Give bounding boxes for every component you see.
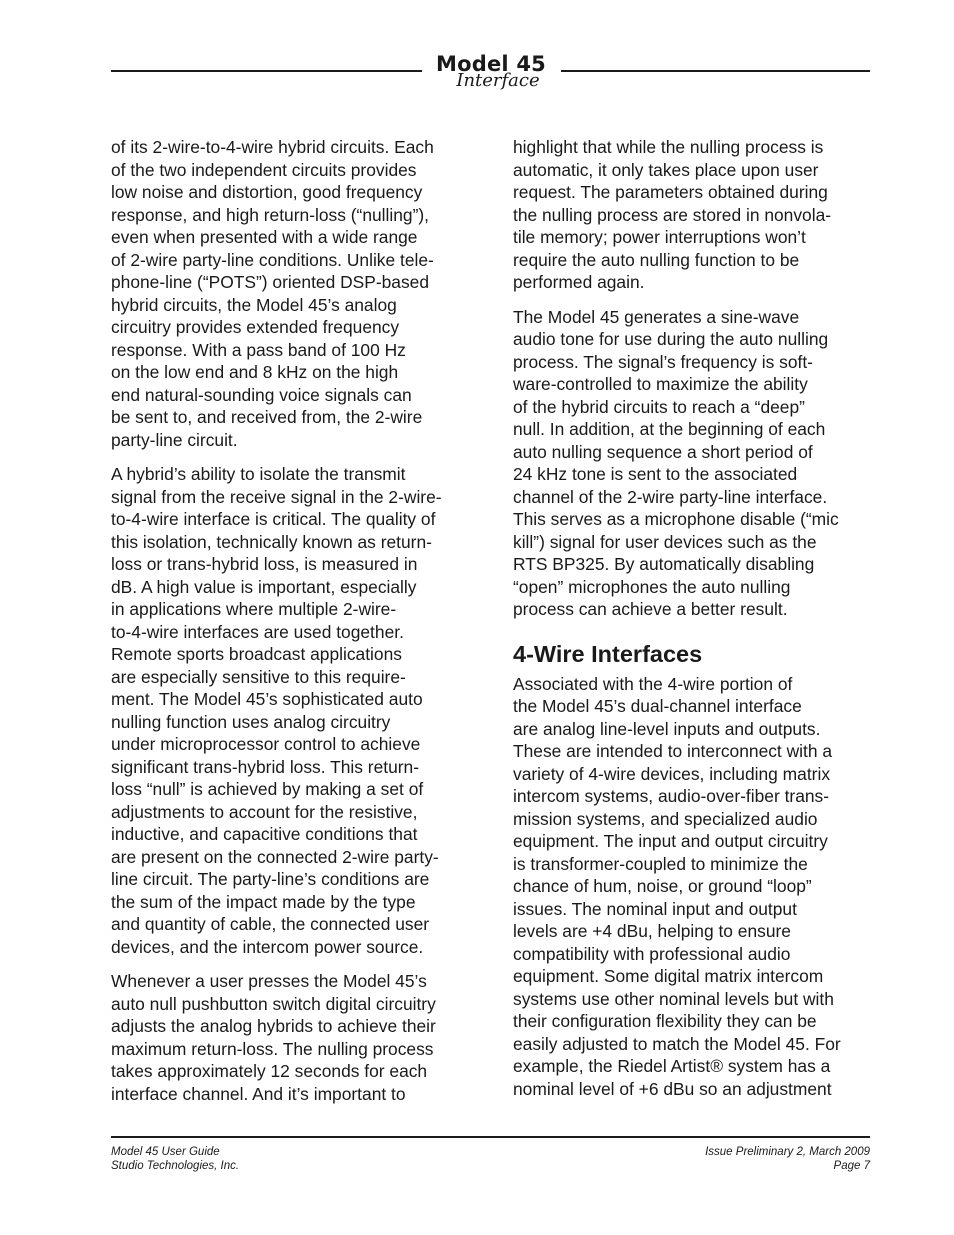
text-line: process can achieve a better result. [513,599,788,619]
right-paragraphs-after-heading [513,673,875,1101]
text-line: of 2-wire party-line conditions. Unlike tele- [111,249,434,270]
paragraph [111,463,473,958]
text-line: nulling function uses analog circuitry [111,711,391,732]
text-line: This serves as a microphone disable (“mic [513,509,839,529]
paragraph [513,136,875,294]
text-line: automatic, it only takes place upon user [513,159,819,180]
product-logo [426,52,556,89]
page-header [0,0,954,110]
text-line: adjustments to account for the resistive, [111,801,418,822]
header-rule-left [111,70,422,72]
text-line: takes approximately 12 seconds for each [111,1061,428,1081]
text-line: dB. A high value is important, especially [111,576,417,597]
left-column [111,136,473,1117]
paragraph [111,136,473,451]
text-line: mission systems, and specialized audio [513,808,818,829]
text-line: this isolation, technically known as return- [111,531,432,552]
text-line: auto nulling sequence a short period of [513,441,813,462]
text-line: in applications where multiple 2-wire- [111,599,397,619]
text-line: under microprocessor control to achieve [111,734,421,754]
text-line: example, the Riedel Artist® system has a [513,1056,831,1076]
text-line: highlight that while the nulling process is [513,137,824,157]
text-line: chance of hum, noise, or ground “loop” [513,876,812,896]
text-line: to-4-wire interface is critical. The quality of [111,509,436,529]
text-line: phone-line (“POTS”) oriented DSP-based [111,272,430,292]
text-line: equipment. The input and output circuitry [513,831,828,851]
text-line: hybrid circuits, the Model 45’s analog [111,294,397,315]
text-line: easily adjusted to match the Model 45. For [513,1033,841,1054]
footer-page-number: Page 7 [833,1160,870,1172]
text-line: loss or trans-hybrid loss, is measured in [111,554,418,574]
text-line: low noise and distortion, good frequency [111,182,423,202]
text-line: line circuit. The party-line’s conditions are [111,869,430,889]
text-line: systems use other nominal levels but with [513,988,834,1009]
text-line: Remote sports broadcast applications [111,644,402,664]
text-line: auto null pushbutton switch digital circuitry [111,993,436,1014]
text-line: require the auto nulling function to be [513,249,800,270]
text-line: of the two independent circuits provides [111,159,417,180]
text-line: kill”) signal for user devices such as the [513,531,817,552]
text-line: issues. The nominal input and output [513,898,797,919]
text-line: performed again. [513,272,645,292]
text-line: on the low end and 8 kHz on the high [111,362,399,382]
paragraph [513,306,875,621]
text-line: Whenever a user presses the Model 45’s [111,971,427,991]
text-line: equipment. Some digital matrix intercom [513,966,824,986]
text-line: their configuration flexibility they can be [513,1011,817,1031]
text-line: tile memory; power interruptions won’t [513,227,806,247]
text-line: ment. The Model 45’s sophisticated auto [111,689,423,709]
text-line: intercom systems, audio-over-fiber trans- [513,786,830,806]
text-line: interface channel. And it’s important to [111,1083,406,1104]
text-line: nominal level of +6 dBu so an adjustment [513,1078,832,1099]
text-line: “open” microphones the auto nulling [513,576,791,597]
footer-left [111,1145,411,1173]
text-line: party-line circuit. [111,429,238,450]
right-column [513,136,875,1112]
text-line: The Model 45 generates a sine-wave [513,306,800,327]
text-line: and quantity of cable, the connected user [111,914,430,934]
footer-rule [111,1136,870,1138]
text-line: signal from the receive signal in the 2-wire- [111,486,442,507]
text-line: end natural-sounding voice signals can [111,384,412,405]
text-line: ware-controlled to maximize the ability [513,374,808,394]
text-line: circuitry provides extended frequency [111,317,400,337]
text-line: the nulling process are stored in nonvola- [513,204,832,225]
text-line: devices, and the intercom power source. [111,936,424,957]
text-line: process. The signal’s frequency is soft- [513,351,813,372]
text-line: the Model 45’s dual-channel interface [513,696,802,716]
text-line: significant trans-hybrid loss. This return- [111,756,419,777]
text-line: are present on the connected 2-wire party- [111,846,439,867]
text-line: request. The parameters obtained during [513,182,828,202]
section-heading: 4-Wire Interfaces [513,640,703,667]
text-line: loss “null” is achieved by making a set of [111,779,424,799]
text-line: variety of 4-wire devices, including matrix [513,763,831,784]
text-line: is transformer-coupled to minimize the [513,853,808,874]
text-line: inductive, and capacitive conditions that [111,824,418,844]
product-subtitle: Interface [456,70,540,91]
text-line: of its 2-wire-to-4-wire hybrid circuits. Each [111,137,434,157]
text-line: Associated with the 4-wire portion of [513,673,793,694]
text-line: adjusts the analog hybrids to achieve their [111,1016,436,1036]
footer-right [570,1145,870,1173]
text-line: response. With a pass band of 100 Hz [111,339,406,360]
footer-company: Studio Technologies, Inc. [111,1160,240,1172]
text-line: of the hybrid circuits to reach a “deep” [513,396,805,417]
paragraph [111,970,473,1105]
text-line: the sum of the impact made by the type [111,891,416,912]
footer-issue: Issue Preliminary 2, March 2009 [705,1146,870,1158]
text-line: channel of the 2-wire party-line interface. [513,486,828,507]
right-paragraphs-before-heading [513,136,875,621]
text-line: maximum return-loss. The nulling process [111,1038,434,1059]
text-line: 24 kHz tone is sent to the associated [513,464,798,484]
text-line: These are intended to interconnect with a [513,741,833,761]
text-line: are especially sensitive to this require- [111,666,406,687]
text-line: RTS BP325. By automatically disabling [513,554,815,574]
text-line: A hybrid’s ability to isolate the transmit [111,464,406,484]
text-line: null. In addition, at the beginning of each [513,419,826,439]
paragraph [513,673,875,1101]
text-line: be sent to, and received from, the 2-wire [111,407,423,427]
text-line: compatibility with professional audio [513,943,791,964]
text-line: even when presented with a wide range [111,227,418,247]
product-title: Model 45 [436,52,546,76]
text-line: audio tone for use during the auto nulling [513,329,829,349]
text-line: response, and high return-loss (“nulling”), [111,204,430,225]
header-rule-right [561,70,870,72]
text-line: are analog line-level inputs and outputs. [513,718,821,739]
text-line: to-4-wire interfaces are used together. [111,621,404,642]
text-line: levels are +4 dBu, helping to ensure [513,921,791,941]
footer-guide-title: Model 45 User Guide [111,1146,220,1158]
